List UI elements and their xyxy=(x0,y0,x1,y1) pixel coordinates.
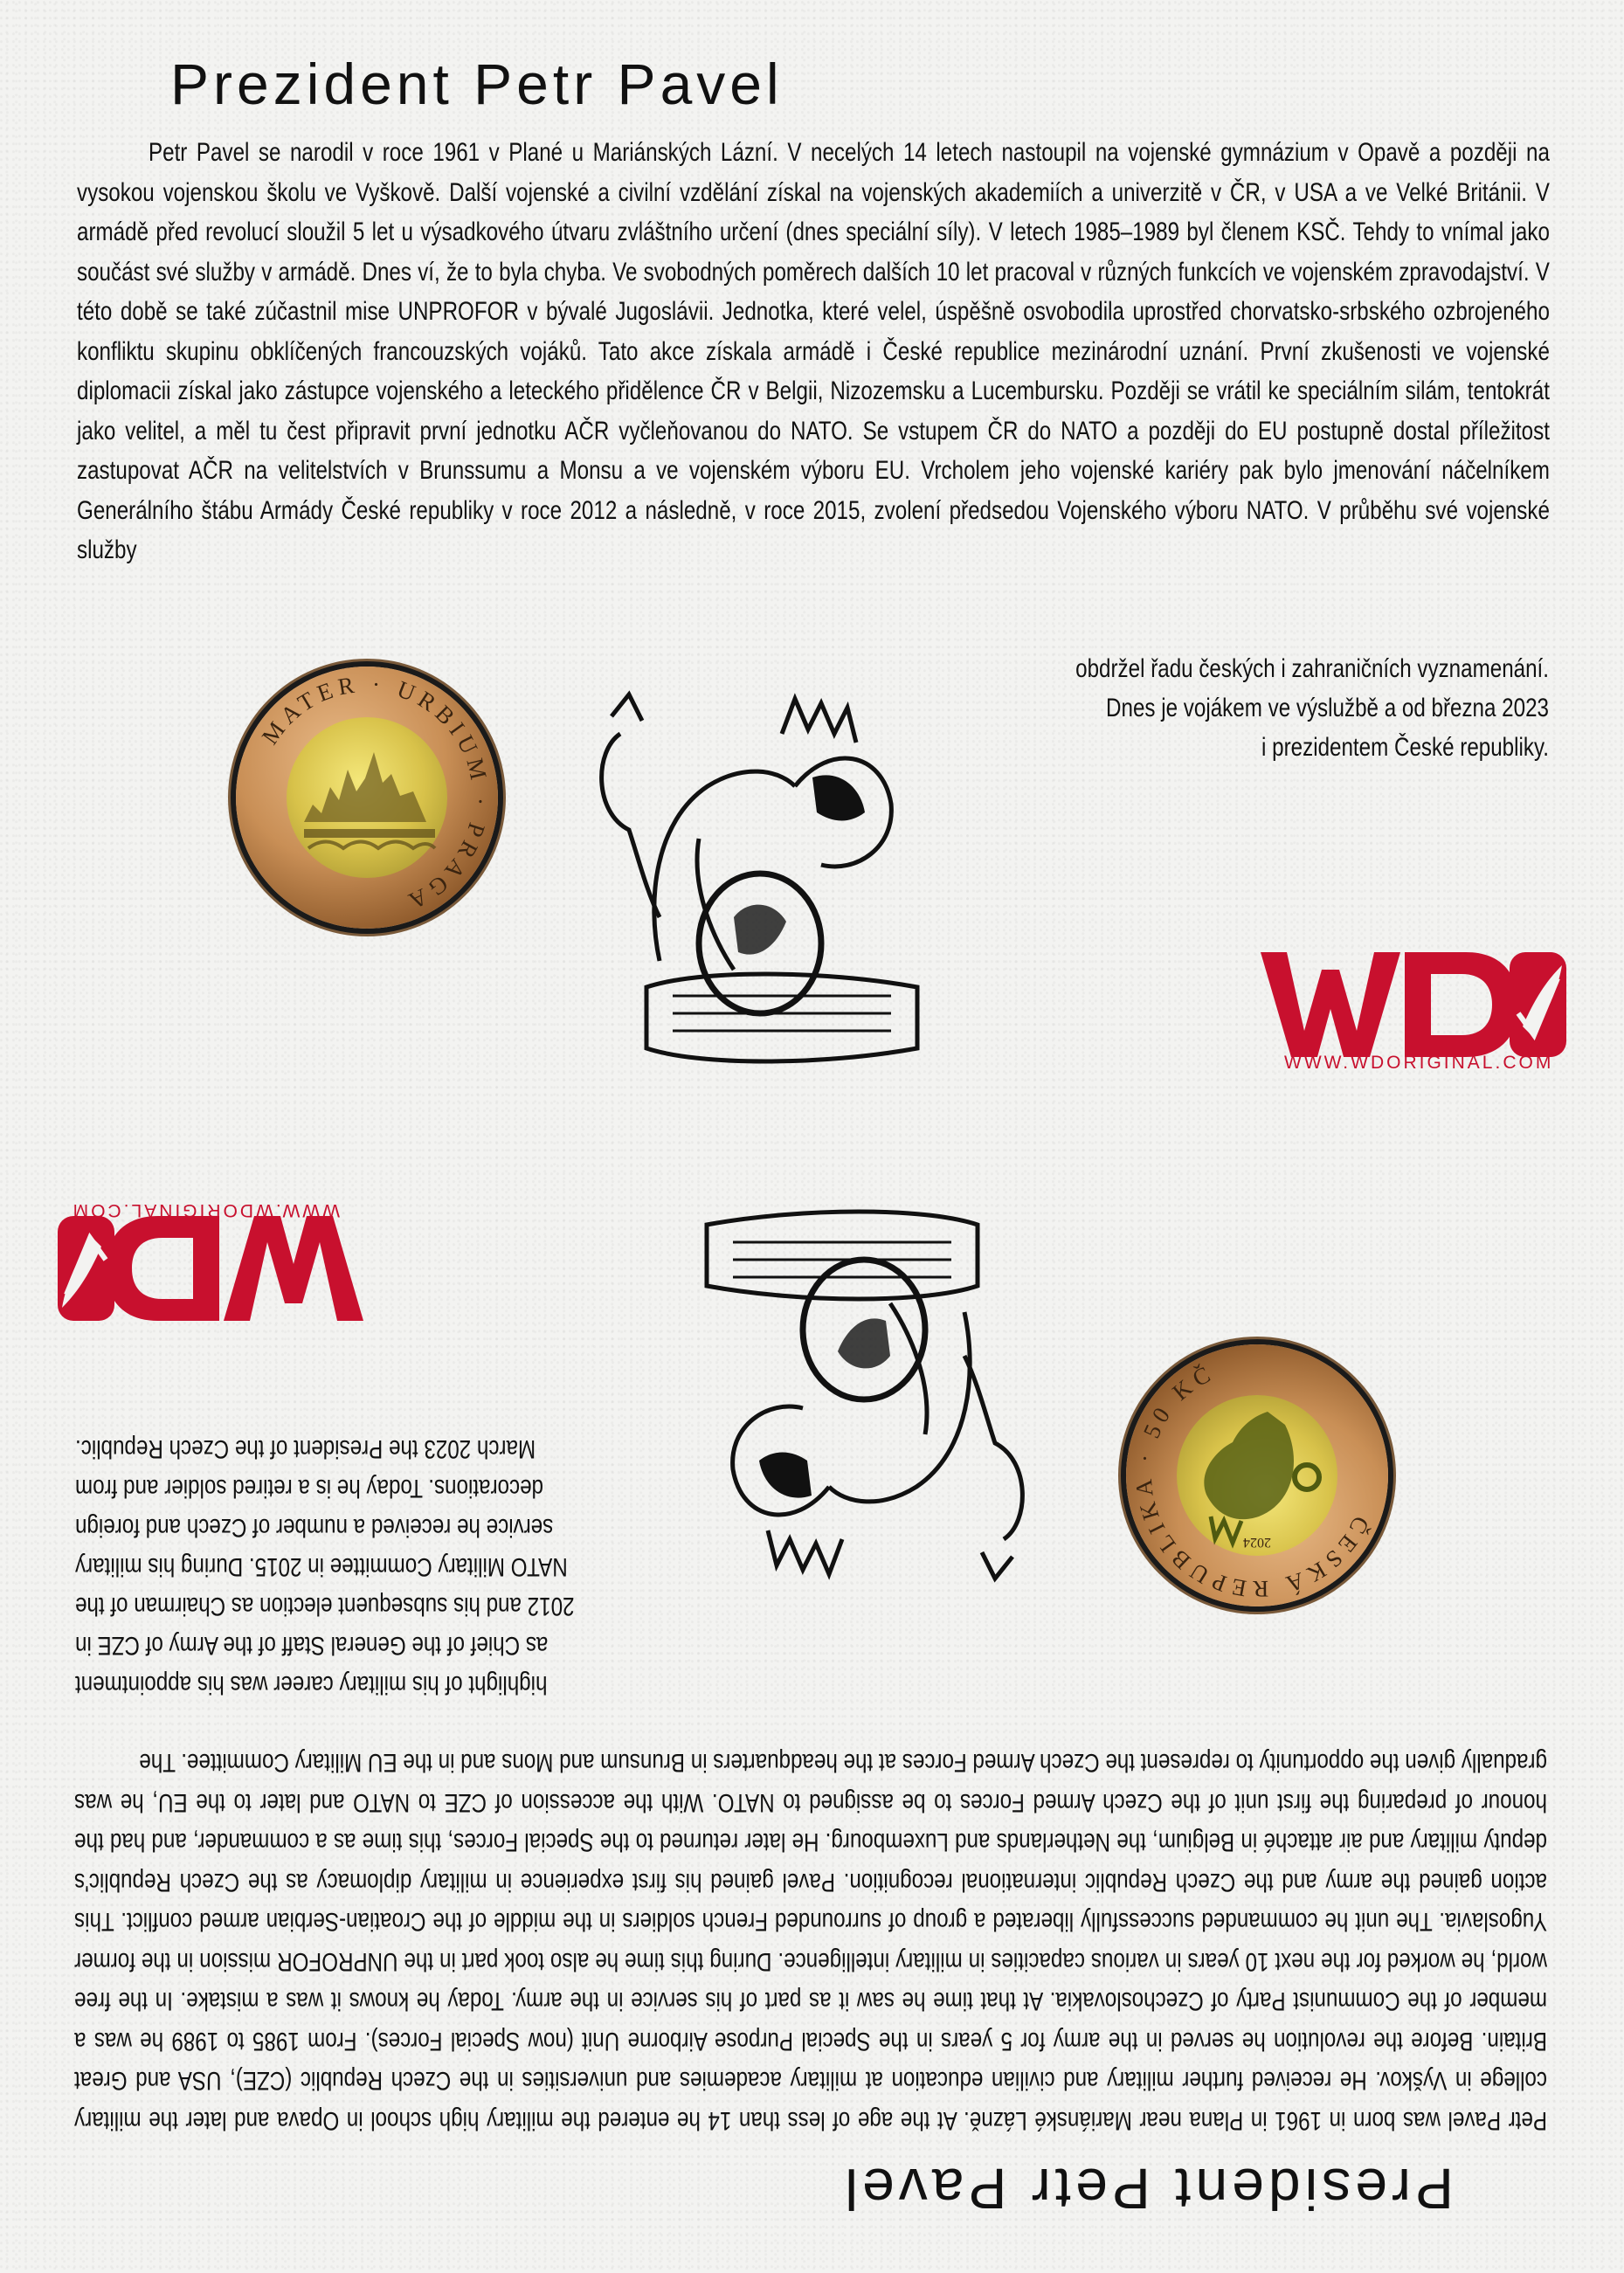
coin-year: 2024 xyxy=(1243,1535,1271,1550)
czech-lion-emblem xyxy=(654,1181,1065,1592)
biography-tail-line: highlight of his military career was his appointment xyxy=(75,1670,548,1699)
page-title: Prezident Petr Pavel xyxy=(170,52,784,116)
english-section xyxy=(0,1136,1624,2273)
biography-tail-line: Dnes je vojákem ve výslužbě a od března 2023 xyxy=(1106,694,1549,722)
biography-tail-line: service he received a number of Czech and foreign xyxy=(75,1513,554,1542)
coin-reverse-image xyxy=(236,667,498,929)
biography-tail-line: 2012 and his subsequent election as Chairman of the xyxy=(75,1592,575,1620)
biography-tail-line: obdržel řadu českých i zahraničních vyznamenání. xyxy=(1075,654,1549,683)
coin-obverse-image xyxy=(1126,1344,1388,1606)
website-url: WWW.WDORIGINAL.COM xyxy=(70,1200,340,1220)
czech-section xyxy=(0,0,1624,1136)
biography-tail-line: i prezidentem České republiky. xyxy=(1261,733,1549,762)
page-title-english: President Petr Pavel xyxy=(840,2157,1454,2221)
biography-text-english: Petr Pavel was born in 1961 in Plana near Mariánské Lázně. At the age of less than 14 he entered the military high school in Opava and later the military college in Vyškov. He received further military and civilian education at military academies and universities in the Czech Republic (CZE), USA and Great Britain. Before the revolution he served in the army for 5 years in the Special Purpose Airborne Unit (now Special Forces). From 1985 to 1989 he was a member of the Communist Party of Czechoslovakia. At that time he saw it as part of his service in the army. Today he knows it was a mistake. In the free world, he worked for the next 10 years in various capacities in military intelligence. During this time he also took part in the UNPROFOR mission in the former Yugoslavia. The unit he commanded successfully liberated a group of surrounded French soldiers in the middle of the Croatian-Serbian armed conflict. This action gained the army and the Czech Republic international recognition. Pavel gained his first experience in military diplomacy as the Czech Republic's deputy military and air attaché in Belgium, the Netherlands and Luxembourg. He later returned to the Special Forces, this time as a commander, and had the honour of preparing the first unit of the Czech Armed Forces to be assigned to NATO. With the accession of CZE to NATO and later to the EU, he was gradually given the opportunity to represent the Czech Armed Forces at the headquarters in Brunsum and Mons and in the EU Military Committee. The xyxy=(74,1748,1547,2135)
biography-tail-line: as Chief of the General Staff of the Army of CZE in xyxy=(75,1631,549,1660)
czech-lion-emblem xyxy=(559,681,970,1092)
biography-text: Petr Pavel se narodil v roce 1961 v Plané u Mariánských Lázní. V necelých 14 letech nastoupil na vojenské gymnázium v Opavě a později na vysokou vojenskou školu ve Vyškově. Další vojenské a civilní vzdělání získal na vojenských akademiích a univerzitě v ČR, v USA a ve Velké Británii. V armádě před revolucí sloužil 5 let u výsadkového útvaru zvláštního určení (dnes speciální síly). V letech 1985–1989 byl členem KSČ. Tehdy to vnímal jako součást své služby v armádě. Dnes ví, že to byla chyba. Ve svobodných poměrech dalších 10 let pracoval v různých funkcích ve vojenském zpravodajství. V této době se také zúčastnil mise UNPROFOR v bývalé Jugoslávii. Jednotka, které velel, úspěšně osvobodila uprostřed chorvatsko-srbského ozbrojeného konfliktu skupinu obklíčených francouzských vojáků. Tato akce získala armádě i České republice mezinárodní uznání. První zkušenosti ve vojenské diplomacii získal jako zástupce vojenského a leteckého přidělence ČR v Belgii, Nizozemsku a Lucembursku. Později se vrátil ke speciálním silám, tentokrát jako velitel, a měl tu čest připravit první jednotku AČR vyčleňovanou do NATO. Se vstupem ČR do NATO a později do EU postupně dostal příležitost zastupovat AČR na velitelstvích v Brunssumu a Monsu a ve vojenském výboru EU. Vrcholem jeho vojenské kariéry pak bylo jmenování náčelníkem Generálního štábu Armády České republiky v roce 2012 a následně, v roce 2015, zvolení předsedou Vojenského výboru NATO. V průběhu své vojenské služby xyxy=(77,138,1550,564)
svg-text:ČESKÁ REPUBLIKA · 50 KČ: ČESKÁ REPUBLIKA · 50 KČ xyxy=(1130,1358,1375,1603)
biography-tail-line: NATO Military Committee in 2015. During his military xyxy=(75,1552,568,1581)
biography-tail-line: decorations. Today he is a retired soldier and from xyxy=(75,1474,544,1503)
svg-text:MATER · URBIUM · PRAGA: MATER · URBIUM · PRAGA xyxy=(256,670,494,917)
website-url: WWW.WDORIGINAL.COM xyxy=(1284,1053,1554,1073)
biography-tail-line: March 2023 the President of the Czech Republic. xyxy=(75,1434,536,1463)
